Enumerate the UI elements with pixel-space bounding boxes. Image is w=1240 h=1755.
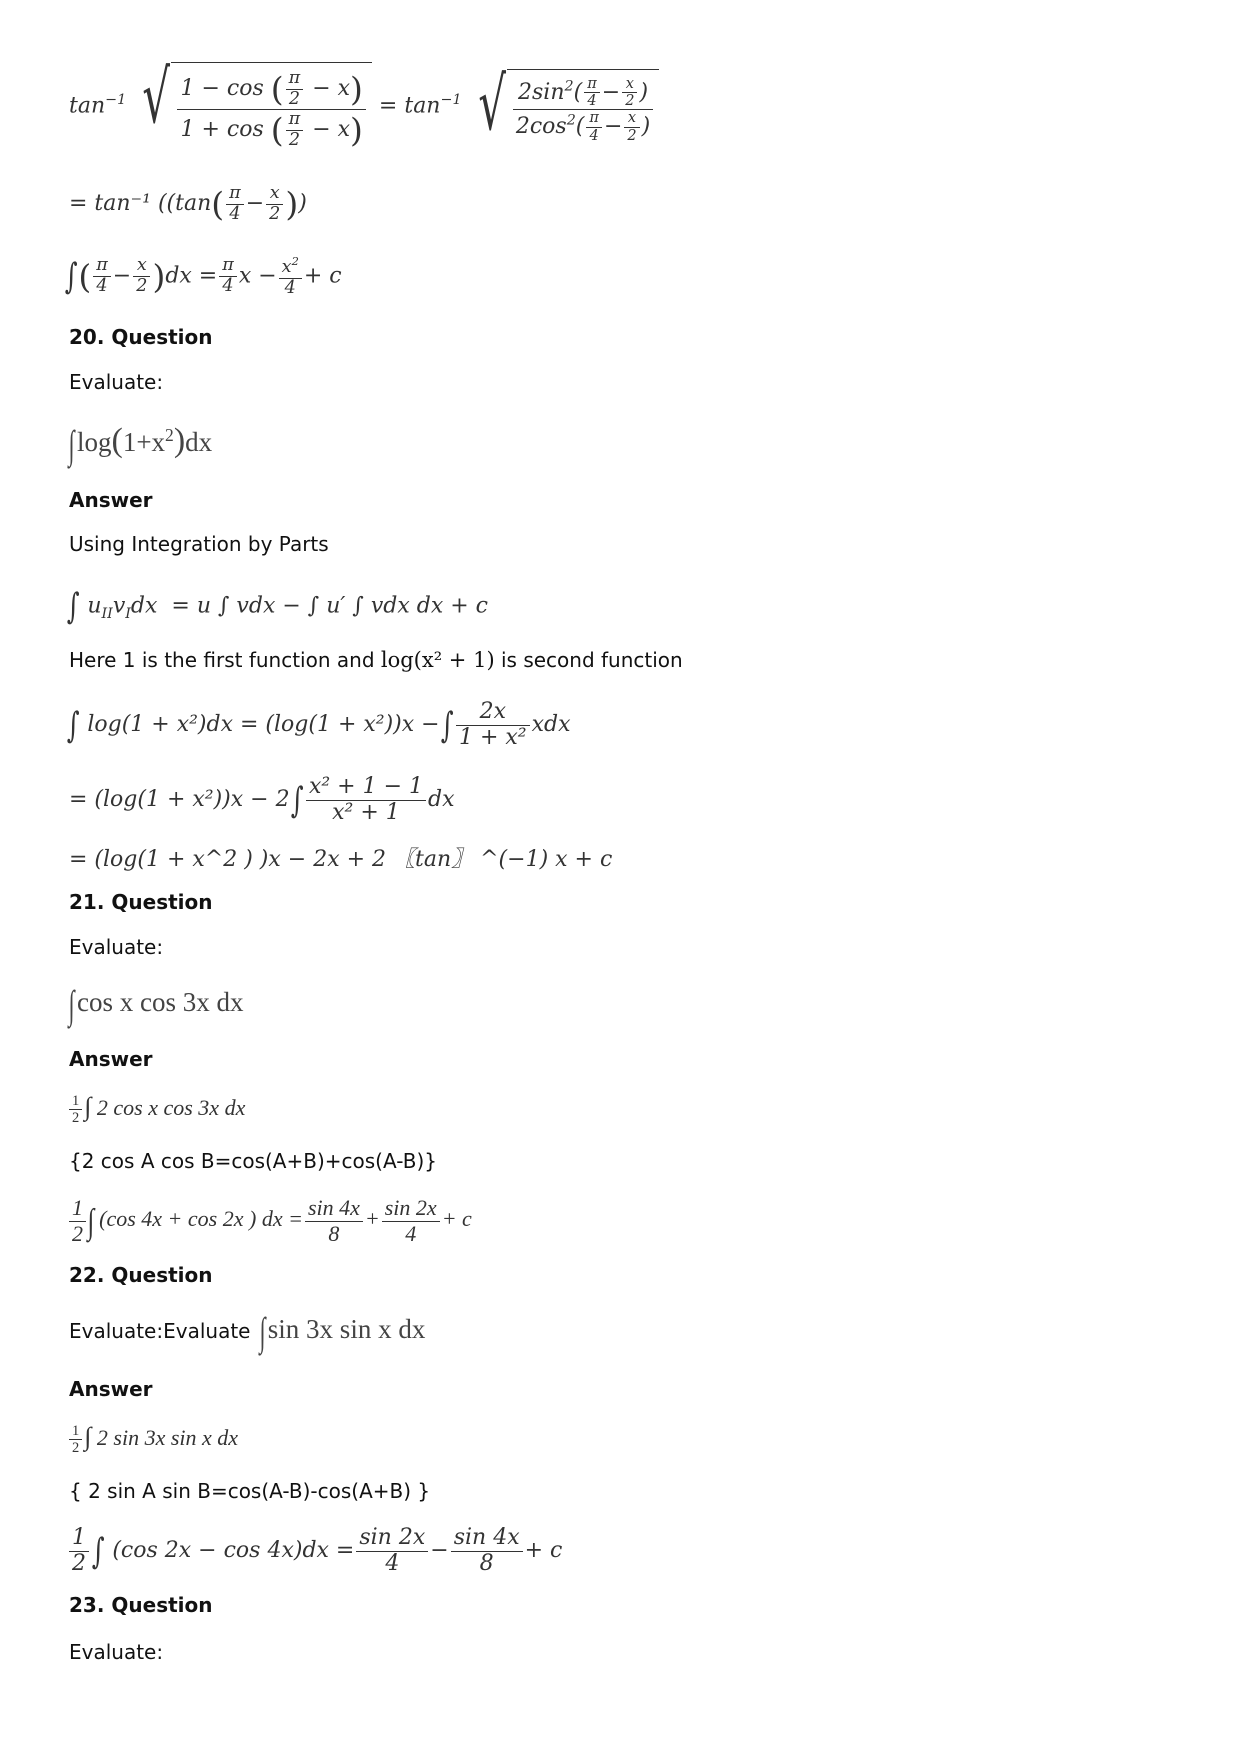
question-20-step-3: = (log(1 + x^2 ) )x − 2x + 2 〖tan〗 ^(−1) x + c <box>69 847 613 872</box>
question-21-step-2: $\frac{1}{2}$ ∫ (cos 4x + cos 2x ) dx = $\frac{\sin 4x}{8}$ + $\frac{\sin 2x}{4}$ + c <box>67 1196 472 1246</box>
question-22-answer-heading: Answer <box>69 1377 153 1401</box>
equation-tan-inverse-sqrt: $\tan^{-1}$ √ 1 − cos ( $\frac{\pi}{2}$ − x) 1 + cos ( $\frac{\pi}{2}$ − x) = $\tan^{-1}$ √ $2\sin^2$( $\frac{\pi}{4}$ − $\frac{x}{2}$ ) $2\cos^2$( $\frac{\pi}{4}$ − $\frac{x}{2}$ ) <box>69 62 659 151</box>
question-22-step-1: $\frac{1}{2}$ ∫ 2 sin 3x sin x dx <box>67 1423 238 1457</box>
question-20-step-2: = (log(1 + x²))x − 2∫ $\frac{\text{x² + 1 − 1}}{\text{x² + 1}}$ dx <box>69 774 455 825</box>
question-20-prompt: Evaluate: <box>69 370 164 394</box>
question-22-step-2: $\frac{1}{2}$ ∫ (cos 2x − cos 4x)dx = $\frac{\sin 2x}{4}$ − $\frac{\sin 4x}{8}$ + c <box>67 1526 562 1576</box>
integration-by-parts-formula: ∫ $u_{II}v_Idx = u$ ∫ vdx − ∫ u′ ∫ vdx dx + c <box>66 586 488 627</box>
question-21-identity: {2 cos A cos B=cos(A+B)+cos(A-B)} <box>69 1149 437 1173</box>
question-22-identity: { 2 sin A sin B=cos(A-B)-cos(A+B) } <box>69 1479 431 1503</box>
question-23-heading: 23. Question <box>69 1593 213 1617</box>
equation-tan-inverse-simplified: = tan⁻¹ ((tan( $\frac{\pi}{4}$ − $\frac{x}{2}$ )) <box>69 183 307 224</box>
question-22-prompt: Evaluate:Evaluate ∫sin 3x sin x dx <box>69 1309 426 1354</box>
question-21-prompt: Evaluate: <box>69 935 164 959</box>
question-21-integral: ∫cos x cos 3x dx <box>68 982 244 1027</box>
question-20-method: Using Integration by Parts <box>69 532 329 556</box>
question-21-step-1: $\frac{1}{2}$ ∫ 2 cos x cos 3x dx <box>67 1093 245 1127</box>
question-20-integral: $\int\log(1+x^2)dx$ <box>68 421 213 467</box>
equation-integral-result: ∫( $\frac{\pi}{4}$ − $\frac{x}{2}$ )dx = $\frac{\pi}{4}$ x − $\frac{x^2}{4}$ + c <box>64 254 342 298</box>
question-20-function-note: Here 1 is the first function and log(x² + 1) is second function <box>69 648 683 672</box>
question-22-heading: 22. Question <box>69 1263 213 1287</box>
question-21-heading: 21. Question <box>69 890 213 914</box>
question-20-heading: 20. Question <box>69 325 213 349</box>
question-20-answer-heading: Answer <box>69 488 153 512</box>
question-21-answer-heading: Answer <box>69 1047 153 1071</box>
question-20-step-1: ∫ log(1 + x²)dx = (log(1 + x²))x −∫ $\frac{2x}{\text{1 + x²}}$ xdx <box>66 699 571 750</box>
question-23-prompt: Evaluate: <box>69 1640 164 1664</box>
